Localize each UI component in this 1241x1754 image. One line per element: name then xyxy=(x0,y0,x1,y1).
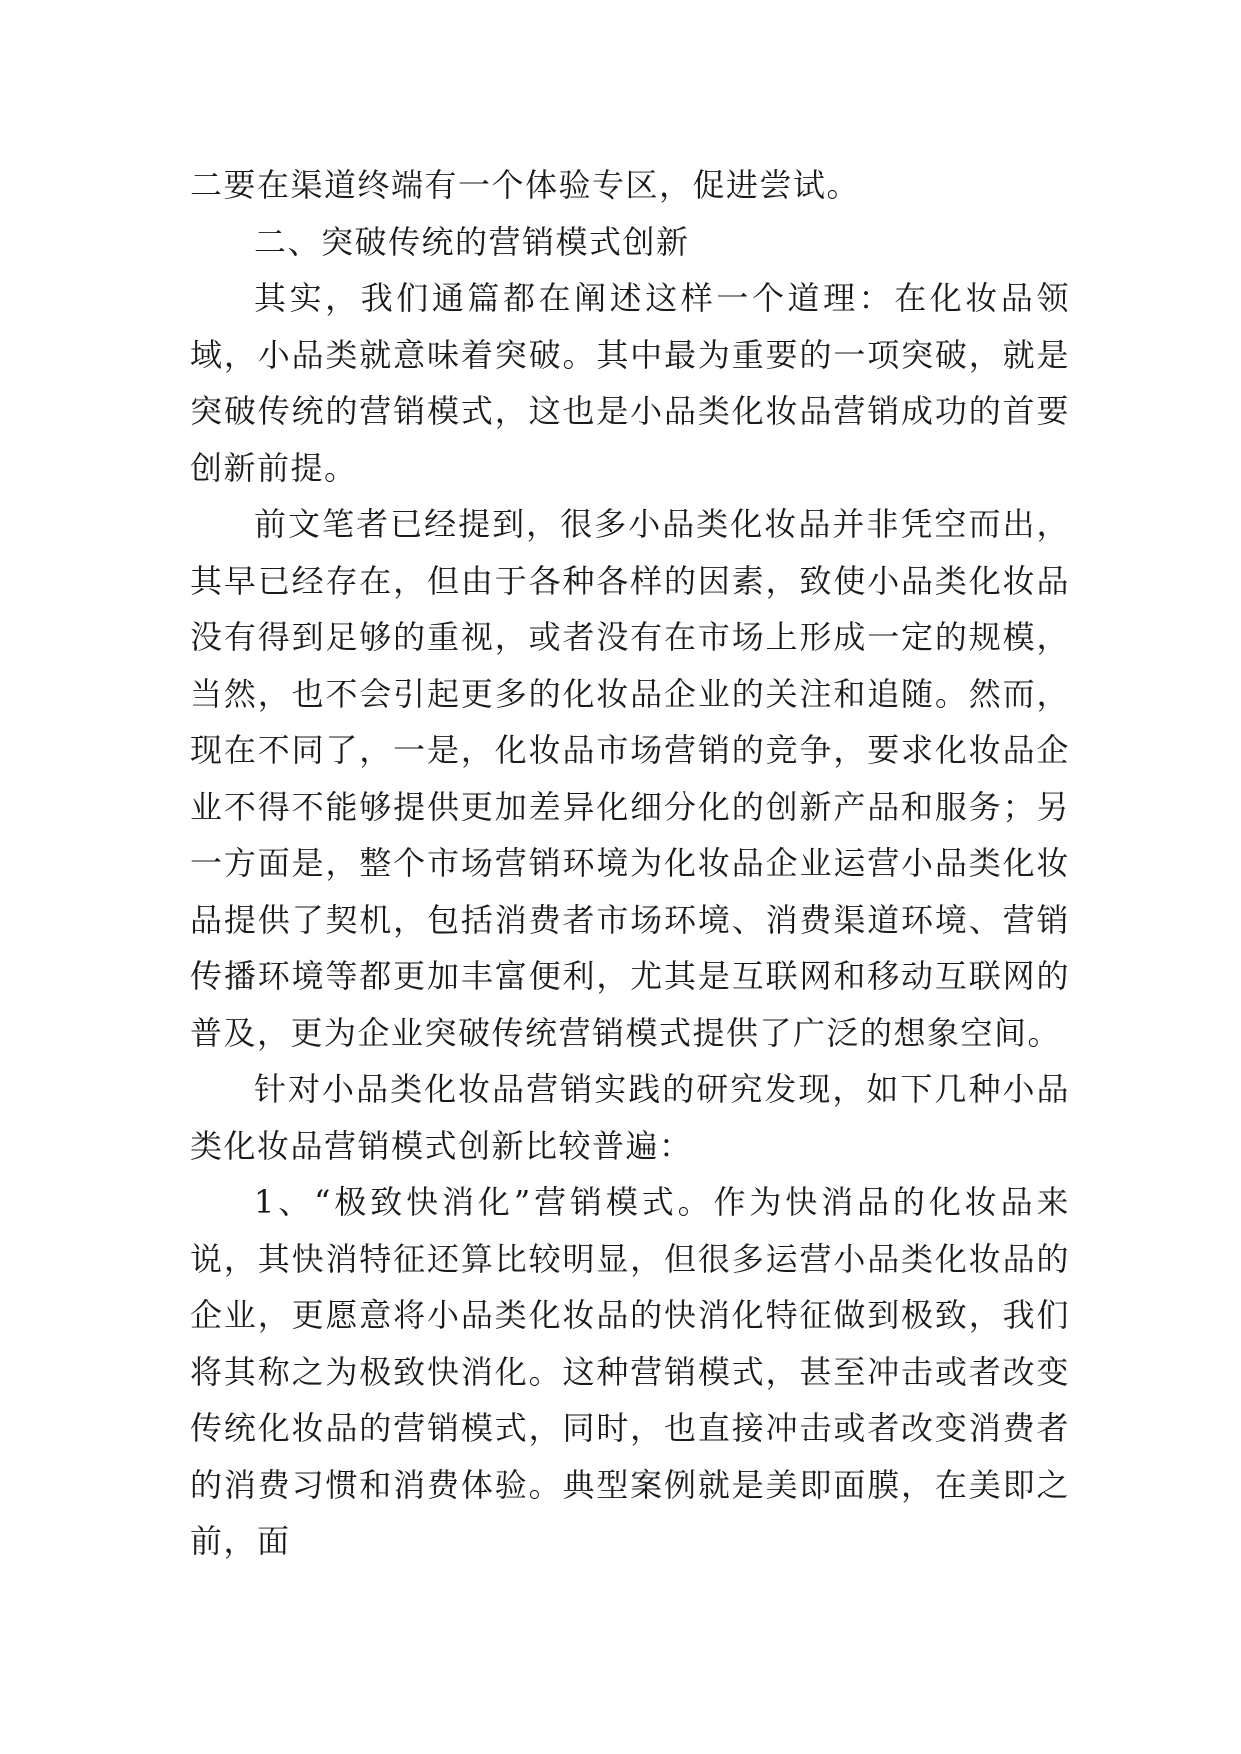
document-body xyxy=(190,157,1070,1570)
section-heading: 二、突破传统的营销模式创新 xyxy=(254,222,690,261)
paragraph-intro: 其实，我们通篇都在阐述这样一个道理：在化妆品领域，小品类就意味着突破。其中最为重要的一项突破，就是突破传统的营销模式，这也是小品类化妆品营销成功的首要创新前提。 xyxy=(190,279,1070,487)
paragraph-continuation: 二要在渠道终端有一个体验专区，促进尝试。 xyxy=(190,166,861,204)
paragraph-background: 前文笔者已经提到，很多小品类化妆品并非凭空而出，其早已经存在，但由于各种各样的因素，致使小品类化妆品没有得到足够的重视，或者没有在市场上形成一定的规模，当然，也不会引起更多的化妆品企业的关注和追随。然而，现在不同了，一是，化妆品市场营销的竞争，要求化妆品企业不得不能够提供更加差异化细分化的创新产品和服务；另一方面是，整个市场营销环境为化妆品企业运营小品类化妆品提供了契机，包括消费者市场环境、消费渠道环境、营销传播环境等都更加丰富便利，尤其是互联网和移动互联网的普及，更为企业突破传统营销模式提供了广泛的想象空间。 xyxy=(190,505,1070,1052)
paragraph-mode-one: 1、“极致快消化”营销模式。作为快消品的化妆品来说，其快消特征还算比较明显，但很多运营小品类化妆品的企业，更愿意将小品类化妆品的快消化特征做到极致，我们将其称之为极致快消化。这种营销模式，甚至冲击或者改变传统化妆品的营销模式，同时，也直接冲击或者改变消费者的消费习惯和消费体验。典型案例就是美即面膜，在美即之前，面 xyxy=(190,1183,1070,1560)
paragraph-findings: 针对小品类化妆品营销实践的研究发现，如下几种小品类化妆品营销模式创新比较普遍： xyxy=(190,1070,1070,1165)
